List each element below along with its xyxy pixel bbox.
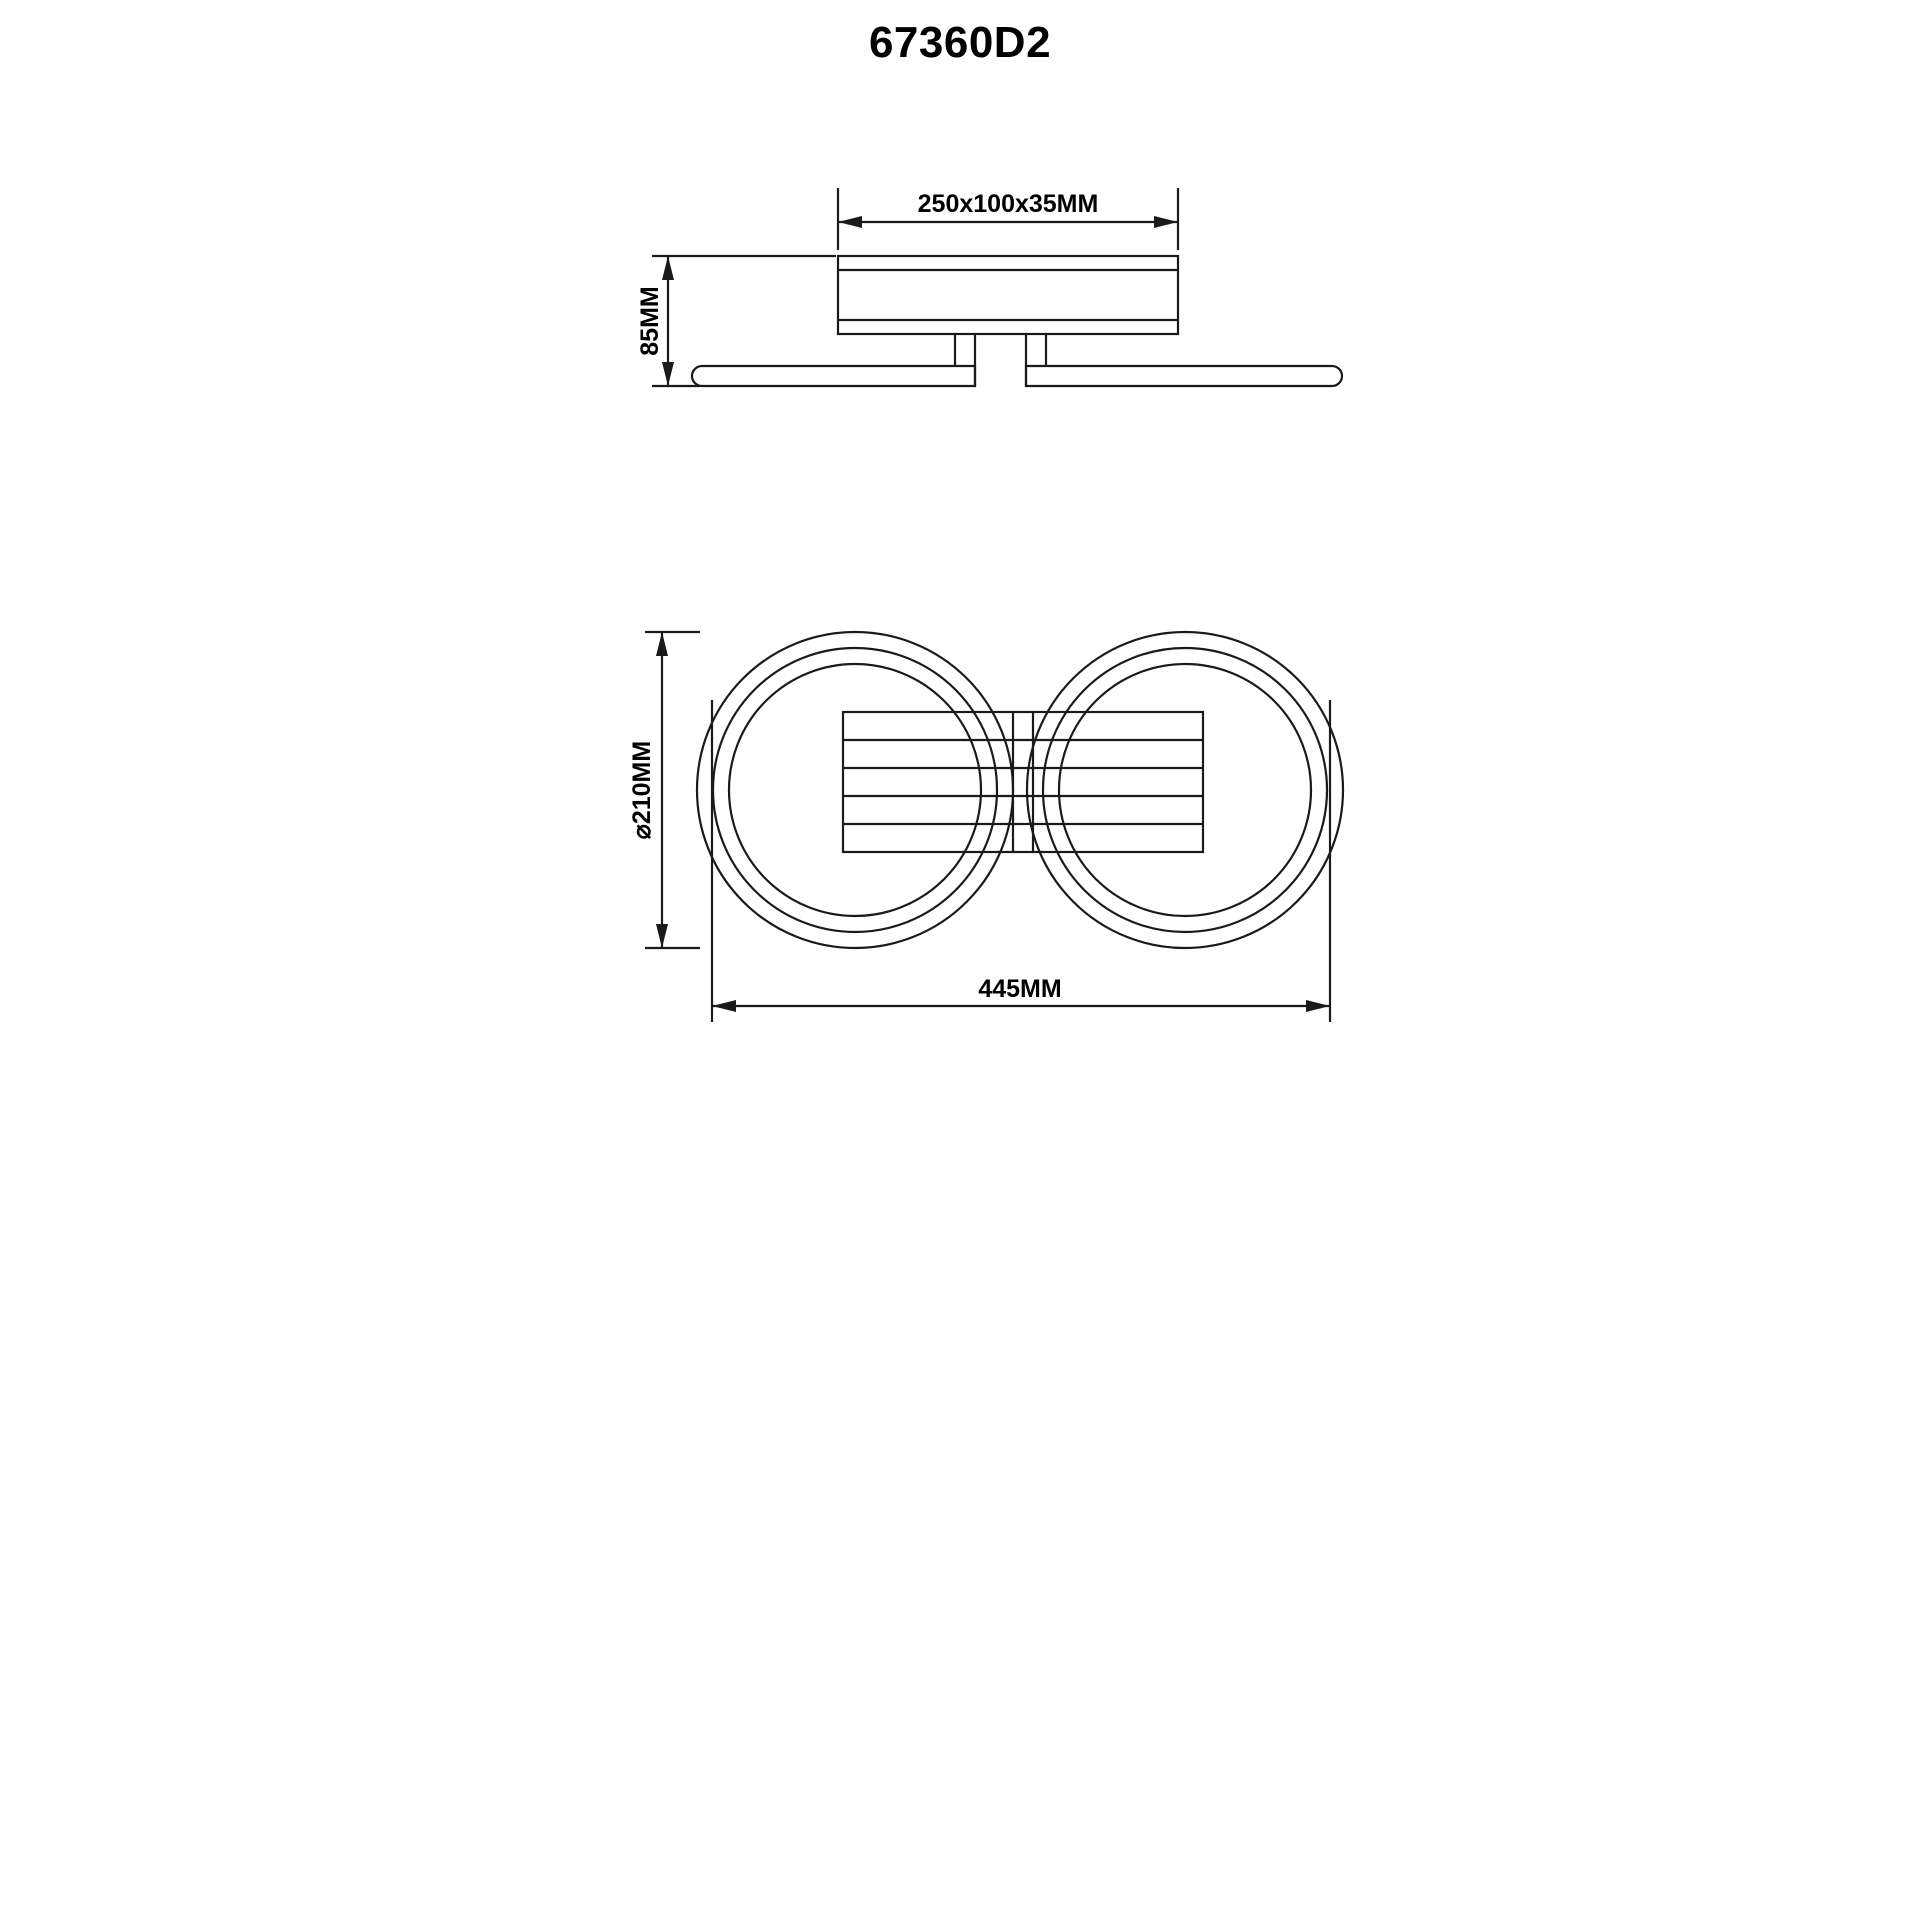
ring-profile-bar (692, 366, 1342, 386)
support-stems (955, 334, 1046, 366)
dimension-label-canopy-size: 250x100x35MM (917, 190, 1099, 218)
page-title: 67360D2 (868, 18, 1052, 67)
dimension-label-diameter: ⌀210MM (628, 740, 656, 840)
left-ring (697, 632, 1013, 948)
canopy-body (838, 256, 1178, 334)
right-ring (1027, 632, 1343, 948)
dimension-label-width: 445MM (978, 975, 1062, 1003)
front-elevation-view (645, 632, 1343, 1022)
dimension-label-height: 85MM (636, 286, 664, 356)
width-extension-lines (712, 700, 1330, 1022)
center-diffuser-panel (843, 712, 1203, 852)
